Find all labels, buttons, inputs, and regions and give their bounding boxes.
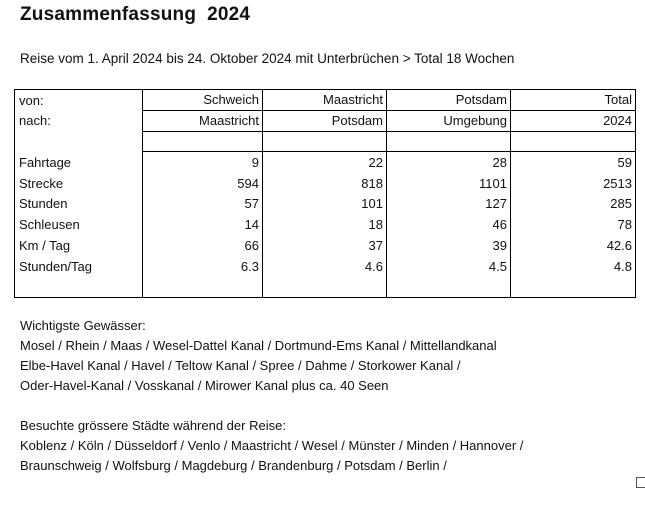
cities-section	[20, 416, 523, 476]
row-label: Fahrtage	[15, 152, 143, 173]
row-value: 22	[263, 152, 387, 173]
header-label-to: nach:	[15, 110, 143, 131]
trip-summary-line: Reise vom 1. April 2024 bis 24. Oktober 2024 mit Unterbrüchen > Total 18 Wochen	[20, 51, 515, 66]
header-from-cell: Schweich	[143, 90, 263, 111]
header-to-cell: Potsdam	[263, 110, 387, 131]
header-from-cell: Total	[511, 90, 636, 111]
table-row	[15, 256, 636, 277]
waters-line: Mosel / Rhein / Maas / Wesel-Dattel Kanal / Dortmund-Ems Kanal / Mittellandkanal	[20, 338, 497, 353]
row-value: 28	[387, 152, 511, 173]
empty-cell	[15, 277, 143, 298]
empty-cell	[511, 277, 636, 298]
waters-line: Oder-Havel-Kanal / Vosskanal / Mirower Kanal plus ca. 40 Seen	[20, 378, 389, 393]
empty-cell	[143, 277, 263, 298]
waters-section	[20, 316, 497, 396]
empty-cell	[263, 277, 387, 298]
row-value: 6.3	[143, 256, 263, 277]
table-row	[15, 214, 636, 235]
row-value: 66	[143, 235, 263, 256]
spacer-row	[15, 131, 636, 152]
row-value: 1101	[387, 173, 511, 194]
table-row	[15, 173, 636, 194]
waters-line: Elbe-Havel Kanal / Havel / Teltow Kanal / Spree / Dahme / Storkower Kanal /	[20, 358, 461, 373]
header-to-cell: Umgebung	[387, 110, 511, 131]
header-from-cell: Maastricht	[263, 90, 387, 111]
document-title: Zusammenfassung 2024	[20, 4, 251, 25]
row-value: 4.5	[387, 256, 511, 277]
row-label: Km / Tag	[15, 235, 143, 256]
empty-cell	[387, 131, 511, 152]
row-value: 14	[143, 214, 263, 235]
row-value: 4.8	[511, 256, 636, 277]
row-label: Strecke	[15, 173, 143, 194]
empty-cell	[263, 131, 387, 152]
row-value: 78	[511, 214, 636, 235]
header-row-from	[15, 90, 636, 111]
corner-checkbox-icon[interactable]	[636, 477, 645, 488]
cities-line: Braunschweig / Wolfsburg / Magdeburg / Brandenburg / Potsdam / Berlin /	[20, 458, 447, 473]
waters-heading: Wichtigste Gewässer:	[20, 318, 146, 333]
row-value: 2513	[511, 173, 636, 194]
empty-cell	[511, 131, 636, 152]
header-row-to	[15, 110, 636, 131]
row-value: 101	[263, 193, 387, 214]
table-row	[15, 152, 636, 173]
row-value: 42.6	[511, 235, 636, 256]
empty-cell	[143, 131, 263, 152]
header-label-from: von:	[15, 90, 143, 111]
cities-line: Koblenz / Köln / Düsseldorf / Venlo / Maastricht / Wesel / Münster / Minden / Hannover /	[20, 438, 524, 453]
table-row	[15, 235, 636, 256]
row-value: 9	[143, 152, 263, 173]
trailing-empty-row	[15, 277, 636, 298]
row-value: 285	[511, 193, 636, 214]
row-value: 594	[143, 173, 263, 194]
row-value: 59	[511, 152, 636, 173]
row-label: Stunden/Tag	[15, 256, 143, 277]
row-value: 18	[263, 214, 387, 235]
header-from-cell: Potsdam	[387, 90, 511, 111]
row-value: 4.6	[263, 256, 387, 277]
row-label: Schleusen	[15, 214, 143, 235]
row-value: 39	[387, 235, 511, 256]
table-row	[15, 193, 636, 214]
header-to-cell: Maastricht	[143, 110, 263, 131]
empty-cell	[387, 277, 511, 298]
empty-cell	[15, 131, 143, 152]
row-value: 57	[143, 193, 263, 214]
row-value: 46	[387, 214, 511, 235]
row-value: 37	[263, 235, 387, 256]
summary-table	[14, 89, 636, 298]
row-value: 127	[387, 193, 511, 214]
row-value: 818	[263, 173, 387, 194]
row-label: Stunden	[15, 193, 143, 214]
cities-heading: Besuchte grössere Städte während der Reise:	[20, 418, 286, 433]
header-to-cell: 2024	[511, 110, 636, 131]
